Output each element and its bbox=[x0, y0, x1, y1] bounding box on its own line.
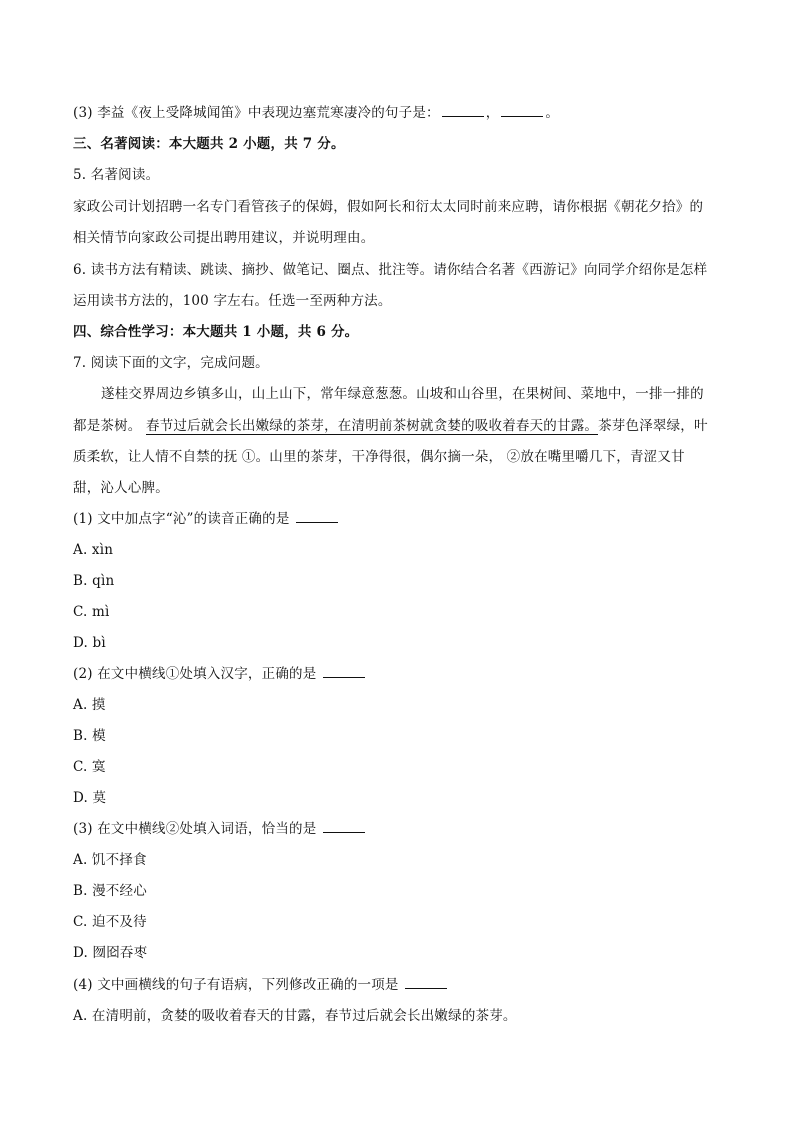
sub-question-2: (2) 在文中横线①处填入汉字，正确的是 bbox=[73, 664, 723, 684]
option-d: D. 囫囵吞枣 bbox=[73, 945, 148, 961]
option-c: C. 寞 bbox=[73, 759, 106, 775]
answer-blank bbox=[501, 104, 543, 117]
question-7-title: 7. 阅读下面的文字，完成问题。 bbox=[73, 355, 269, 371]
option-a: A. 在清明前，贪婪的吸收着春天的甘露，春节过后就会长出嫩绿的茶芽。 bbox=[73, 1008, 517, 1024]
passage-line: 都是茶树。 春节过后就会长出嫩绿的茶芽，在清明前茶树就贪婪的吸收着春天的甘露。茶芽色泽翠绿，叶 bbox=[73, 418, 708, 434]
passage-line: 遂桂交界周边乡镇多山，山上山下，常年绿意葱葱。山坡和山谷里，在果树间、菜地中，一排一排的 bbox=[101, 386, 704, 402]
option-d: D. 莫 bbox=[73, 790, 107, 806]
question-5-text: 相关情节向家政公司提出聘用建议，并说明理由。 bbox=[73, 230, 375, 246]
answer-blank bbox=[323, 820, 365, 833]
option-a: A. xìn bbox=[73, 542, 114, 558]
passage-line: 质柔软，让人情不自禁的抚 ①。山里的茶芽，干净得很，偶尔摘一朵， ②放在嘴里嚼几下，青涩又甘 bbox=[73, 449, 685, 465]
option-c: C. 迫不及待 bbox=[73, 914, 147, 930]
answer-blank bbox=[405, 976, 447, 989]
option-b: B. qìn bbox=[73, 573, 115, 589]
section-4-heading: 四、综合性学习：本大题共 1 小题，共 6 分。 bbox=[73, 324, 359, 340]
sub-question-3: (3) 在文中横线②处填入词语，恰当的是 bbox=[73, 819, 723, 839]
question-5-title: 5. 名著阅读。 bbox=[73, 167, 160, 183]
question-3-line: (3) 李益《夜上受降城闻笛》中表现边塞荒寒凄冷的句子是： ， 。 bbox=[73, 105, 560, 121]
option-b: B. 漫不经心 bbox=[73, 883, 147, 899]
question-6-text: 6. 读书方法有精读、跳读、摘抄、做笔记、圈点、批注等。请你结合名著《西游记》向同学介绍你是怎样 bbox=[73, 262, 708, 278]
sub-question-1: (1) 文中加点字“沁”的读音正确的是 bbox=[73, 509, 723, 529]
option-b: B. 模 bbox=[73, 728, 106, 744]
underlined-sentence: 春节过后就会长出嫩绿的茶芽，在清明前茶树就贪婪的吸收着春天的甘露。 bbox=[146, 418, 599, 434]
question-3-text: (3) 李益《夜上受降城闻笛》中表现边塞荒寒凄冷的句子是： bbox=[73, 105, 440, 121]
sub-question-4: (4) 文中画横线的句子有语病，下列修改正确的一项是 bbox=[73, 975, 723, 995]
option-d: D. bì bbox=[73, 635, 106, 651]
answer-blank bbox=[296, 510, 338, 523]
option-a: A. 摸 bbox=[73, 697, 106, 713]
question-6-text: 运用读书方法的，100 字左右。任选一至两种方法。 bbox=[73, 293, 392, 309]
section-3-heading: 三、名著阅读：本大题共 2 小题，共 7 分。 bbox=[73, 136, 345, 152]
answer-blank bbox=[442, 104, 484, 117]
answer-blank bbox=[323, 665, 365, 678]
passage-line: 甜，沁人心脾。 bbox=[73, 480, 169, 496]
question-5-text: 家政公司计划招聘一名专门看管孩子的保姆，假如阿长和衍太太同时前来应聘，请你根据《朝花夕拾》的 bbox=[73, 199, 704, 215]
option-a: A. 饥不择食 bbox=[73, 852, 147, 868]
option-c: C. mì bbox=[73, 604, 110, 620]
